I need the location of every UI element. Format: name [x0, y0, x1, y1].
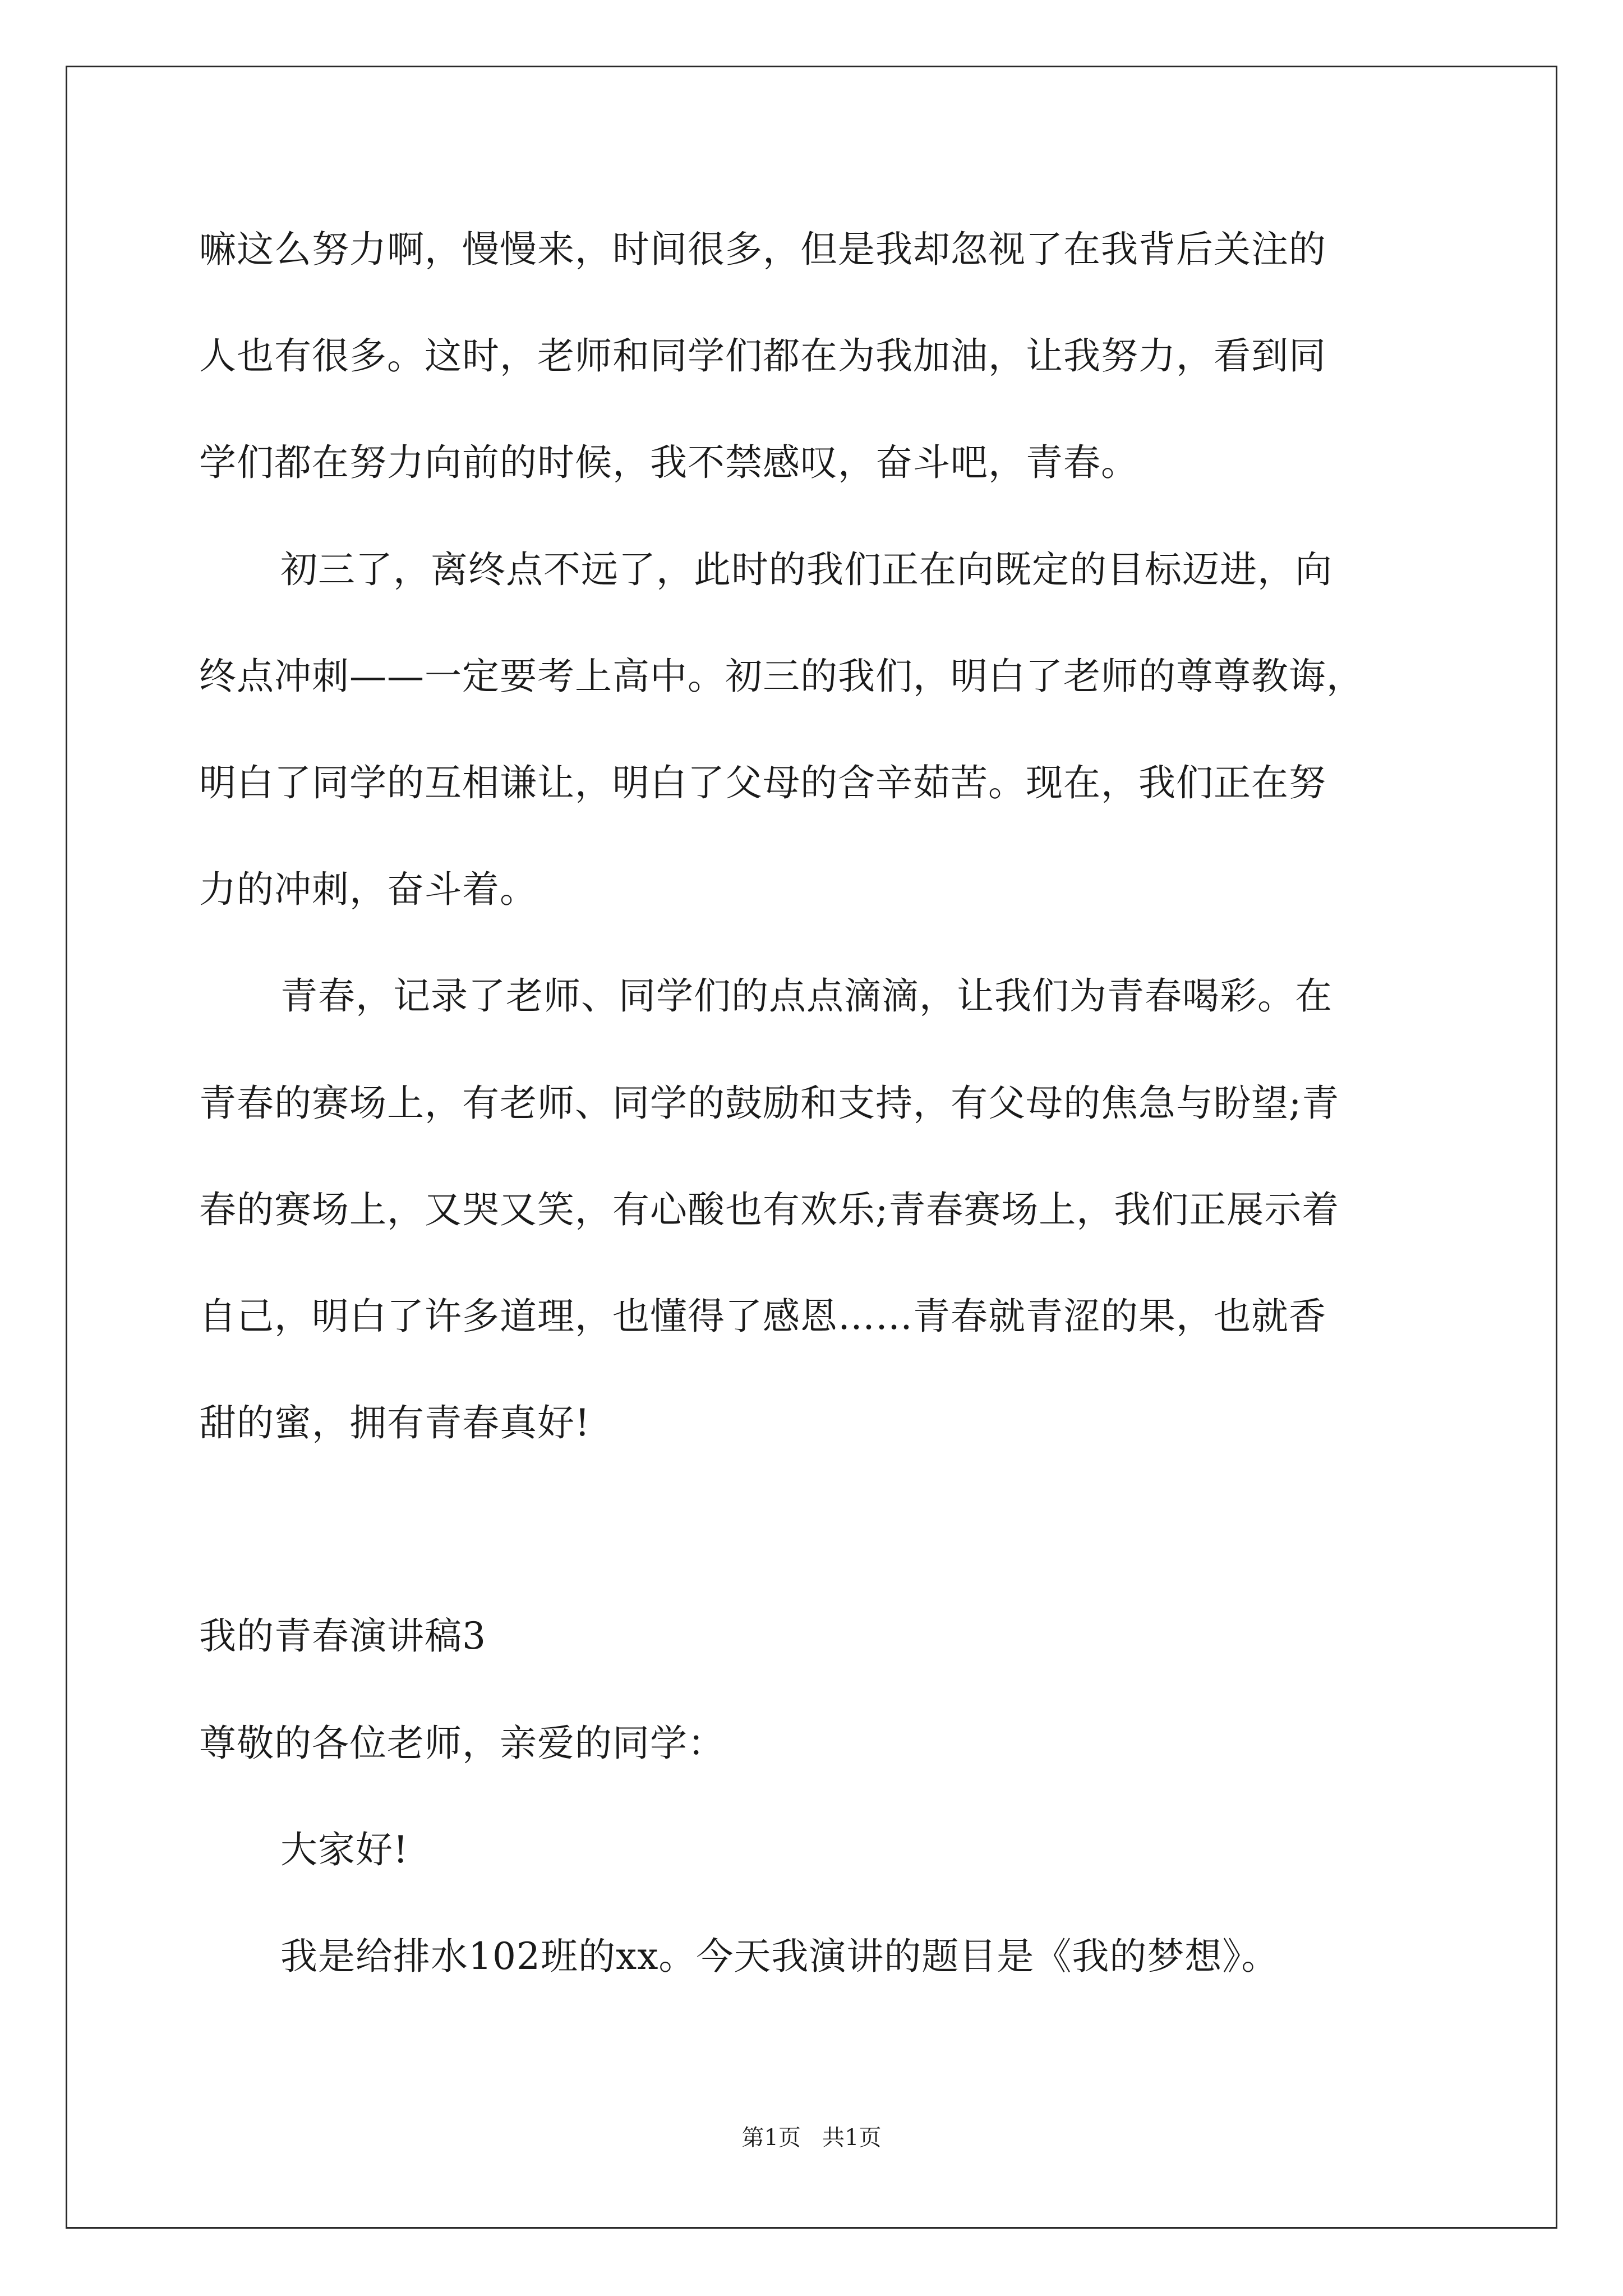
- text-line-4: 初三了，离终点不远了，此时的我们正在向既定的目标迈进，向: [280, 548, 1332, 591]
- salutation: 尊敬的各位老师，亲爱的同学：: [199, 1722, 725, 1765]
- text-line-2: 人也有很多。这时，老师和同学们都在为我加油，让我努力，看到同: [199, 334, 1326, 378]
- text-line-6: 明白了同学的互相谦让，明白了父母的含辛茹苦。现在，我们正在努: [199, 761, 1326, 804]
- text-line-16: 我是给排水102班的xx。今天我演讲的题目是《我的梦想》。: [280, 1935, 1279, 1978]
- text-line-8: 青春，记录了老师、同学们的点点滴滴，让我们为青春喝彩。在: [280, 974, 1332, 1018]
- text-line-7: 力的冲刺，奋斗着。: [199, 868, 537, 911]
- text-line-3: 学们都在努力向前的时候，我不禁感叹，奋斗吧，青春。: [199, 441, 1138, 484]
- text-line-11: 自己，明白了许多道理，也懂得了感恩……青春就青涩的果，也就香: [199, 1295, 1326, 1338]
- text-line-1: 嘛这么努力啊，慢慢来，时间很多，但是我却忽视了在我背后关注的: [199, 228, 1326, 271]
- text-line-12: 甜的蜜，拥有青春真好!: [199, 1401, 591, 1444]
- greeting: 大家好!: [280, 1828, 409, 1871]
- text-line-9: 青春的赛场上，有老师、同学的鼓励和支持，有父母的焦急与盼望;青: [199, 1082, 1340, 1125]
- section-heading: 我的青春演讲稿3: [199, 1614, 486, 1658]
- text-line-5: 终点冲刺——一定要考上高中。初三的我们，明白了老师的尊尊教诲，: [199, 655, 1364, 698]
- page-border: [66, 66, 1557, 2229]
- page-footer: 第1页 共1页: [741, 2125, 882, 2151]
- text-line-10: 春的赛场上，又哭又笑，有心酸也有欢乐;青春赛场上，我们正展示着: [199, 1188, 1340, 1231]
